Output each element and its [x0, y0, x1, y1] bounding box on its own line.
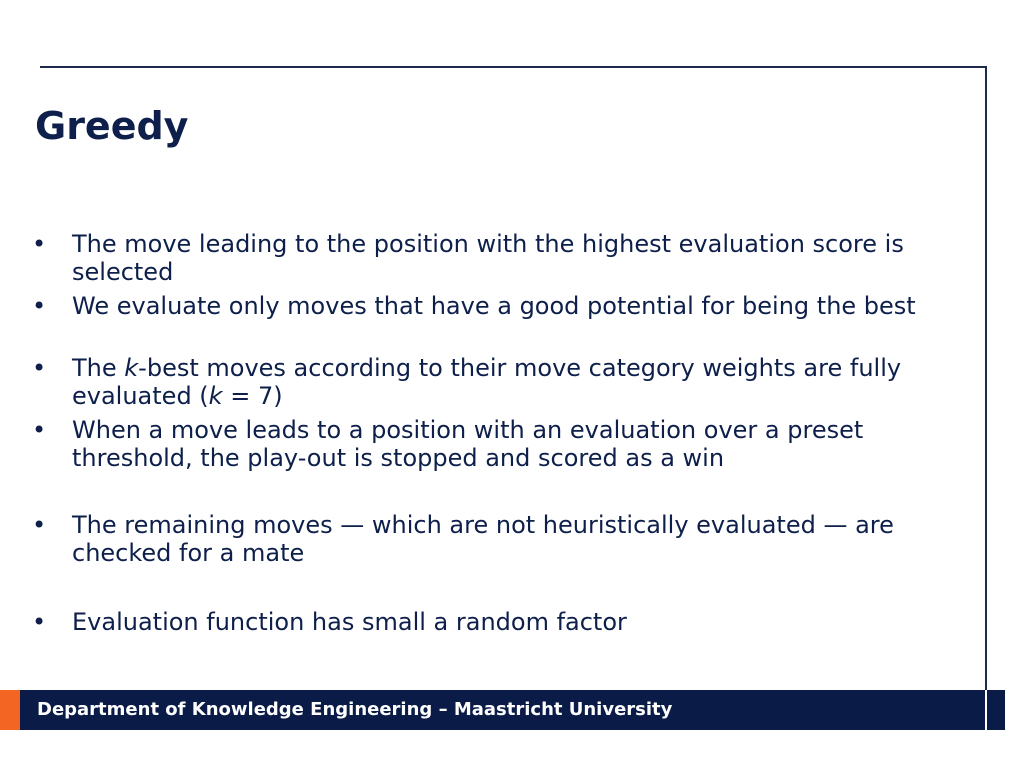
bullet-dot: •: [32, 511, 47, 539]
slide-title: Greedy: [35, 104, 189, 148]
footer-accent: [0, 690, 20, 730]
footer-text: Department of Knowledge Engineering – Maastricht University: [37, 699, 673, 720]
bullet-text-pre: The: [72, 354, 125, 382]
top-rule: [40, 66, 986, 68]
bullet-dot: •: [32, 416, 47, 444]
bullet-text: The move leading to the position with the highest evaluation score is selected: [72, 230, 904, 286]
right-rule: [985, 66, 987, 730]
bullet-text: We evaluate only moves that have a good potential for being the best: [72, 292, 916, 320]
bullet-dot: •: [32, 230, 47, 258]
bullet-dot: •: [32, 608, 47, 636]
bullet-text-mid: -best moves according to their move category weights are fully evaluated (: [72, 354, 902, 410]
footer-divider: [985, 690, 987, 730]
bullet-dot: •: [32, 354, 47, 382]
bullet-text: [72, 354, 962, 410]
bullet-text: When a move leads to a position with an evaluation over a preset threshold, the play-out is stopped and scored as a win: [72, 416, 864, 472]
bullet-dot: •: [32, 292, 47, 320]
bullet-text: The remaining moves — which are not heuristically evaluated — are checked for a mate: [72, 511, 894, 567]
variable-k: k: [208, 382, 223, 410]
bullet-text: Evaluation function has small a random factor: [72, 608, 627, 636]
variable-k: k: [124, 354, 139, 382]
bullet-text-post: = 7): [222, 382, 283, 410]
